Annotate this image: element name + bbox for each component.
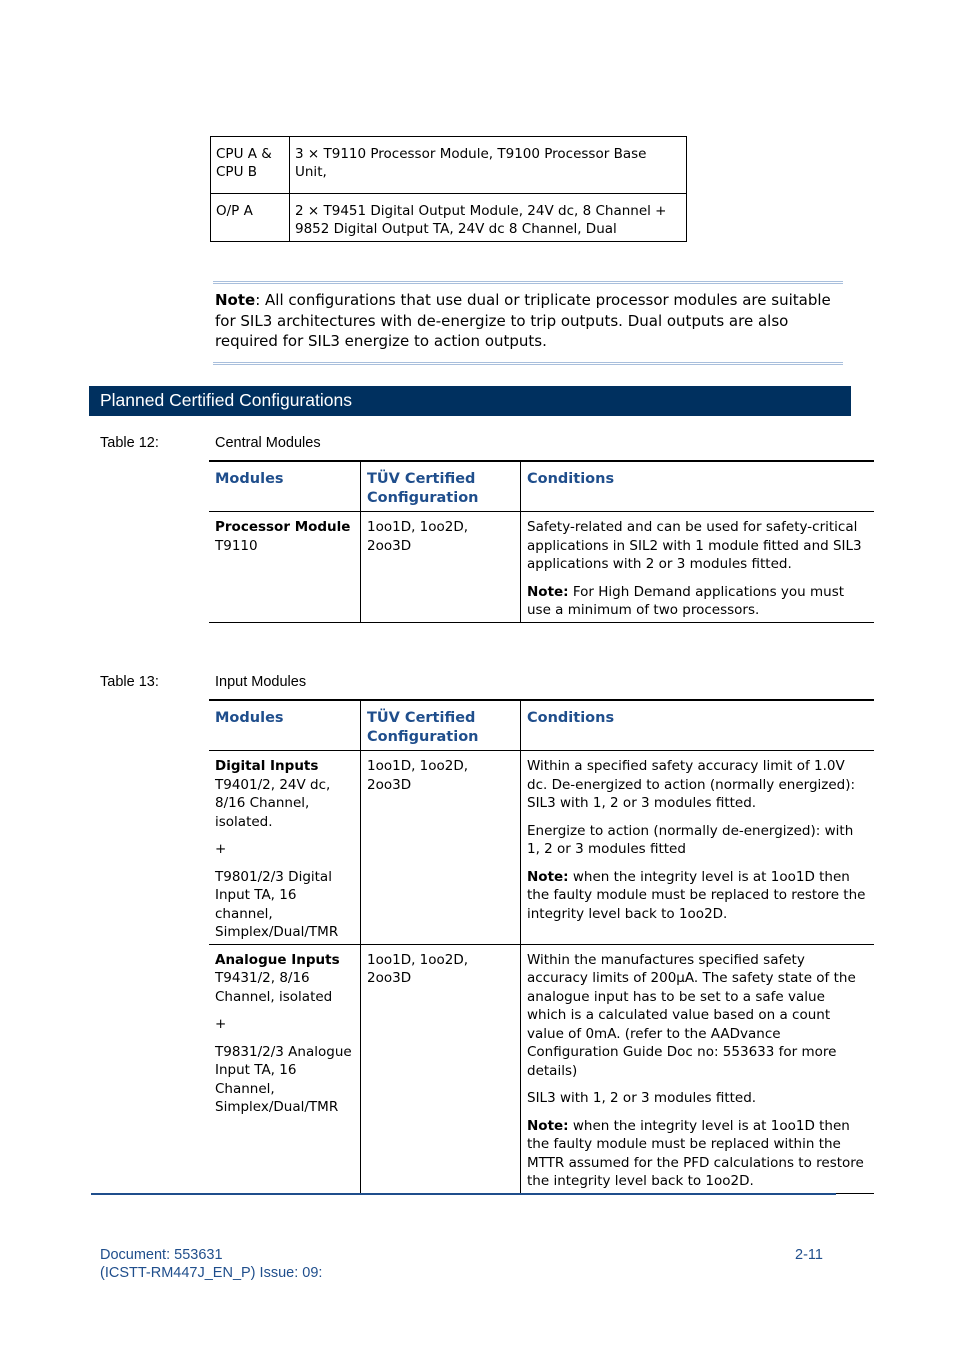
config-cell: 1oo1D, 1oo2D, 2oo3D (361, 751, 521, 945)
condition-note: Note: For High Demand applications you must use a minimum of two processors. (527, 583, 845, 618)
module-name: Analogue Inputs (215, 951, 340, 968)
page-number: 2-11 (795, 1247, 823, 1263)
note-box (213, 281, 843, 365)
conditions-cell (521, 751, 875, 945)
config-cell: 1oo1D, 1oo2D, 2oo3D (361, 944, 521, 1193)
column-header: Conditions (521, 461, 875, 512)
plus-sign: + (215, 1016, 227, 1032)
module-cell (209, 751, 361, 945)
table-row (209, 751, 874, 945)
table-title: Central Modules (215, 435, 321, 451)
document-number: Document: 553631 (100, 1247, 223, 1263)
configuration-table (210, 136, 687, 242)
table-cell: CPU A & CPU B (211, 137, 290, 194)
table-row (211, 194, 687, 242)
condition-note: Note: when the integrity level is at 1oo1D then the faulty module must be replaced within the MTTR assumed for the PFD calculations to restore the integrity level back to 1oo2D. (527, 1117, 864, 1189)
module-ta: T9831/2/3 Analogue Input TA, 16 Channel, Simplex/Dual/TMR (215, 1043, 352, 1115)
conditions-cell (521, 512, 875, 623)
document-issue: (ICSTT-RM447J_EN_P) Issue: 09: (100, 1265, 323, 1281)
module-detail: T9110 (215, 537, 258, 554)
condition-paragraph: SIL3 with 1, 2 or 3 modules fitted. (527, 1090, 757, 1106)
input-modules-table (209, 699, 874, 1194)
conditions-cell (521, 944, 875, 1193)
note-label: Note (215, 291, 256, 309)
table-cell: 3 × T9110 Processor Module, T9100 Processor Base Unit, (290, 137, 687, 194)
section-heading: Planned Certified Configurations (89, 386, 851, 416)
module-detail: T9431/2, 8/16 Channel, isolated (215, 970, 333, 1005)
condition-paragraph: Within the manufactures specified safety accuracy limits of 200µA. The safety state of the analogue input has to be set to a safe value which is a calculated value based on a count value of 0mA. (refer to the AADvance Configuration Guide Doc no: 553633 for more details) (527, 951, 856, 1079)
condition-paragraph: Energize to action (normally de-energized): with 1, 2 or 3 modules fitted (527, 822, 854, 857)
condition-paragraph: Safety-related and can be used for safety-critical applications in SIL2 with 1 module fitted and SIL3 applications with 2 or 3 modules fitted. (527, 519, 862, 572)
column-header: Conditions (521, 700, 875, 751)
module-ta: T9801/2/3 Digital Input TA, 16 channel, Simplex/Dual/TMR (215, 868, 339, 940)
column-header: TÜV Certified Configuration (361, 700, 521, 751)
config-cell: 1oo1D, 1oo2D, 2oo3D (361, 512, 521, 623)
footer-divider (91, 1193, 836, 1195)
module-name: Processor Module (215, 519, 351, 535)
table-row (209, 944, 874, 1193)
note-text: : All configurations that use dual or triplicate processor modules are suitable for SIL3 architectures with de-energize to trip outputs. Dual outputs are also required for SIL3 energize to action outputs. (215, 291, 831, 350)
central-modules-table (209, 460, 874, 623)
table-cell: O/P A (211, 194, 290, 242)
module-cell (209, 512, 361, 623)
table-caption (100, 435, 321, 451)
table-header-row (209, 700, 874, 751)
condition-note: Note: when the integrity level is at 1oo1D then the faulty module must be replaced to restore the integrity level back to 1oo2D. (527, 868, 866, 922)
table-header-row (209, 461, 874, 512)
footer-document-info (100, 1246, 322, 1282)
table-cell: 2 × T9451 Digital Output Module, 24V dc, 8 Channel + 9852 Digital Output TA, 24V dc 8 Channel, Dual (290, 194, 687, 242)
table-row (209, 512, 874, 623)
condition-paragraph: Within a specified safety accuracy limit of 1.0V dc. De-energized to action (normally energized): SIL3 with 1, 2 or 3 modules fitted. (527, 758, 856, 811)
table-number: Table 13: (100, 674, 159, 690)
plus-sign: + (215, 841, 227, 857)
module-cell (209, 944, 361, 1193)
module-detail: T9401/2, 24V dc, 8/16 Channel, isolated. (215, 776, 331, 830)
column-header: Modules (209, 700, 361, 751)
table-number: Table 12: (100, 435, 159, 451)
table-title: Input Modules (215, 674, 307, 690)
module-name: Digital Inputs (215, 758, 319, 774)
column-header: TÜV Certified Configuration (361, 461, 521, 512)
table-caption (100, 674, 306, 690)
table-row (211, 137, 687, 194)
column-header: Modules (209, 461, 361, 512)
